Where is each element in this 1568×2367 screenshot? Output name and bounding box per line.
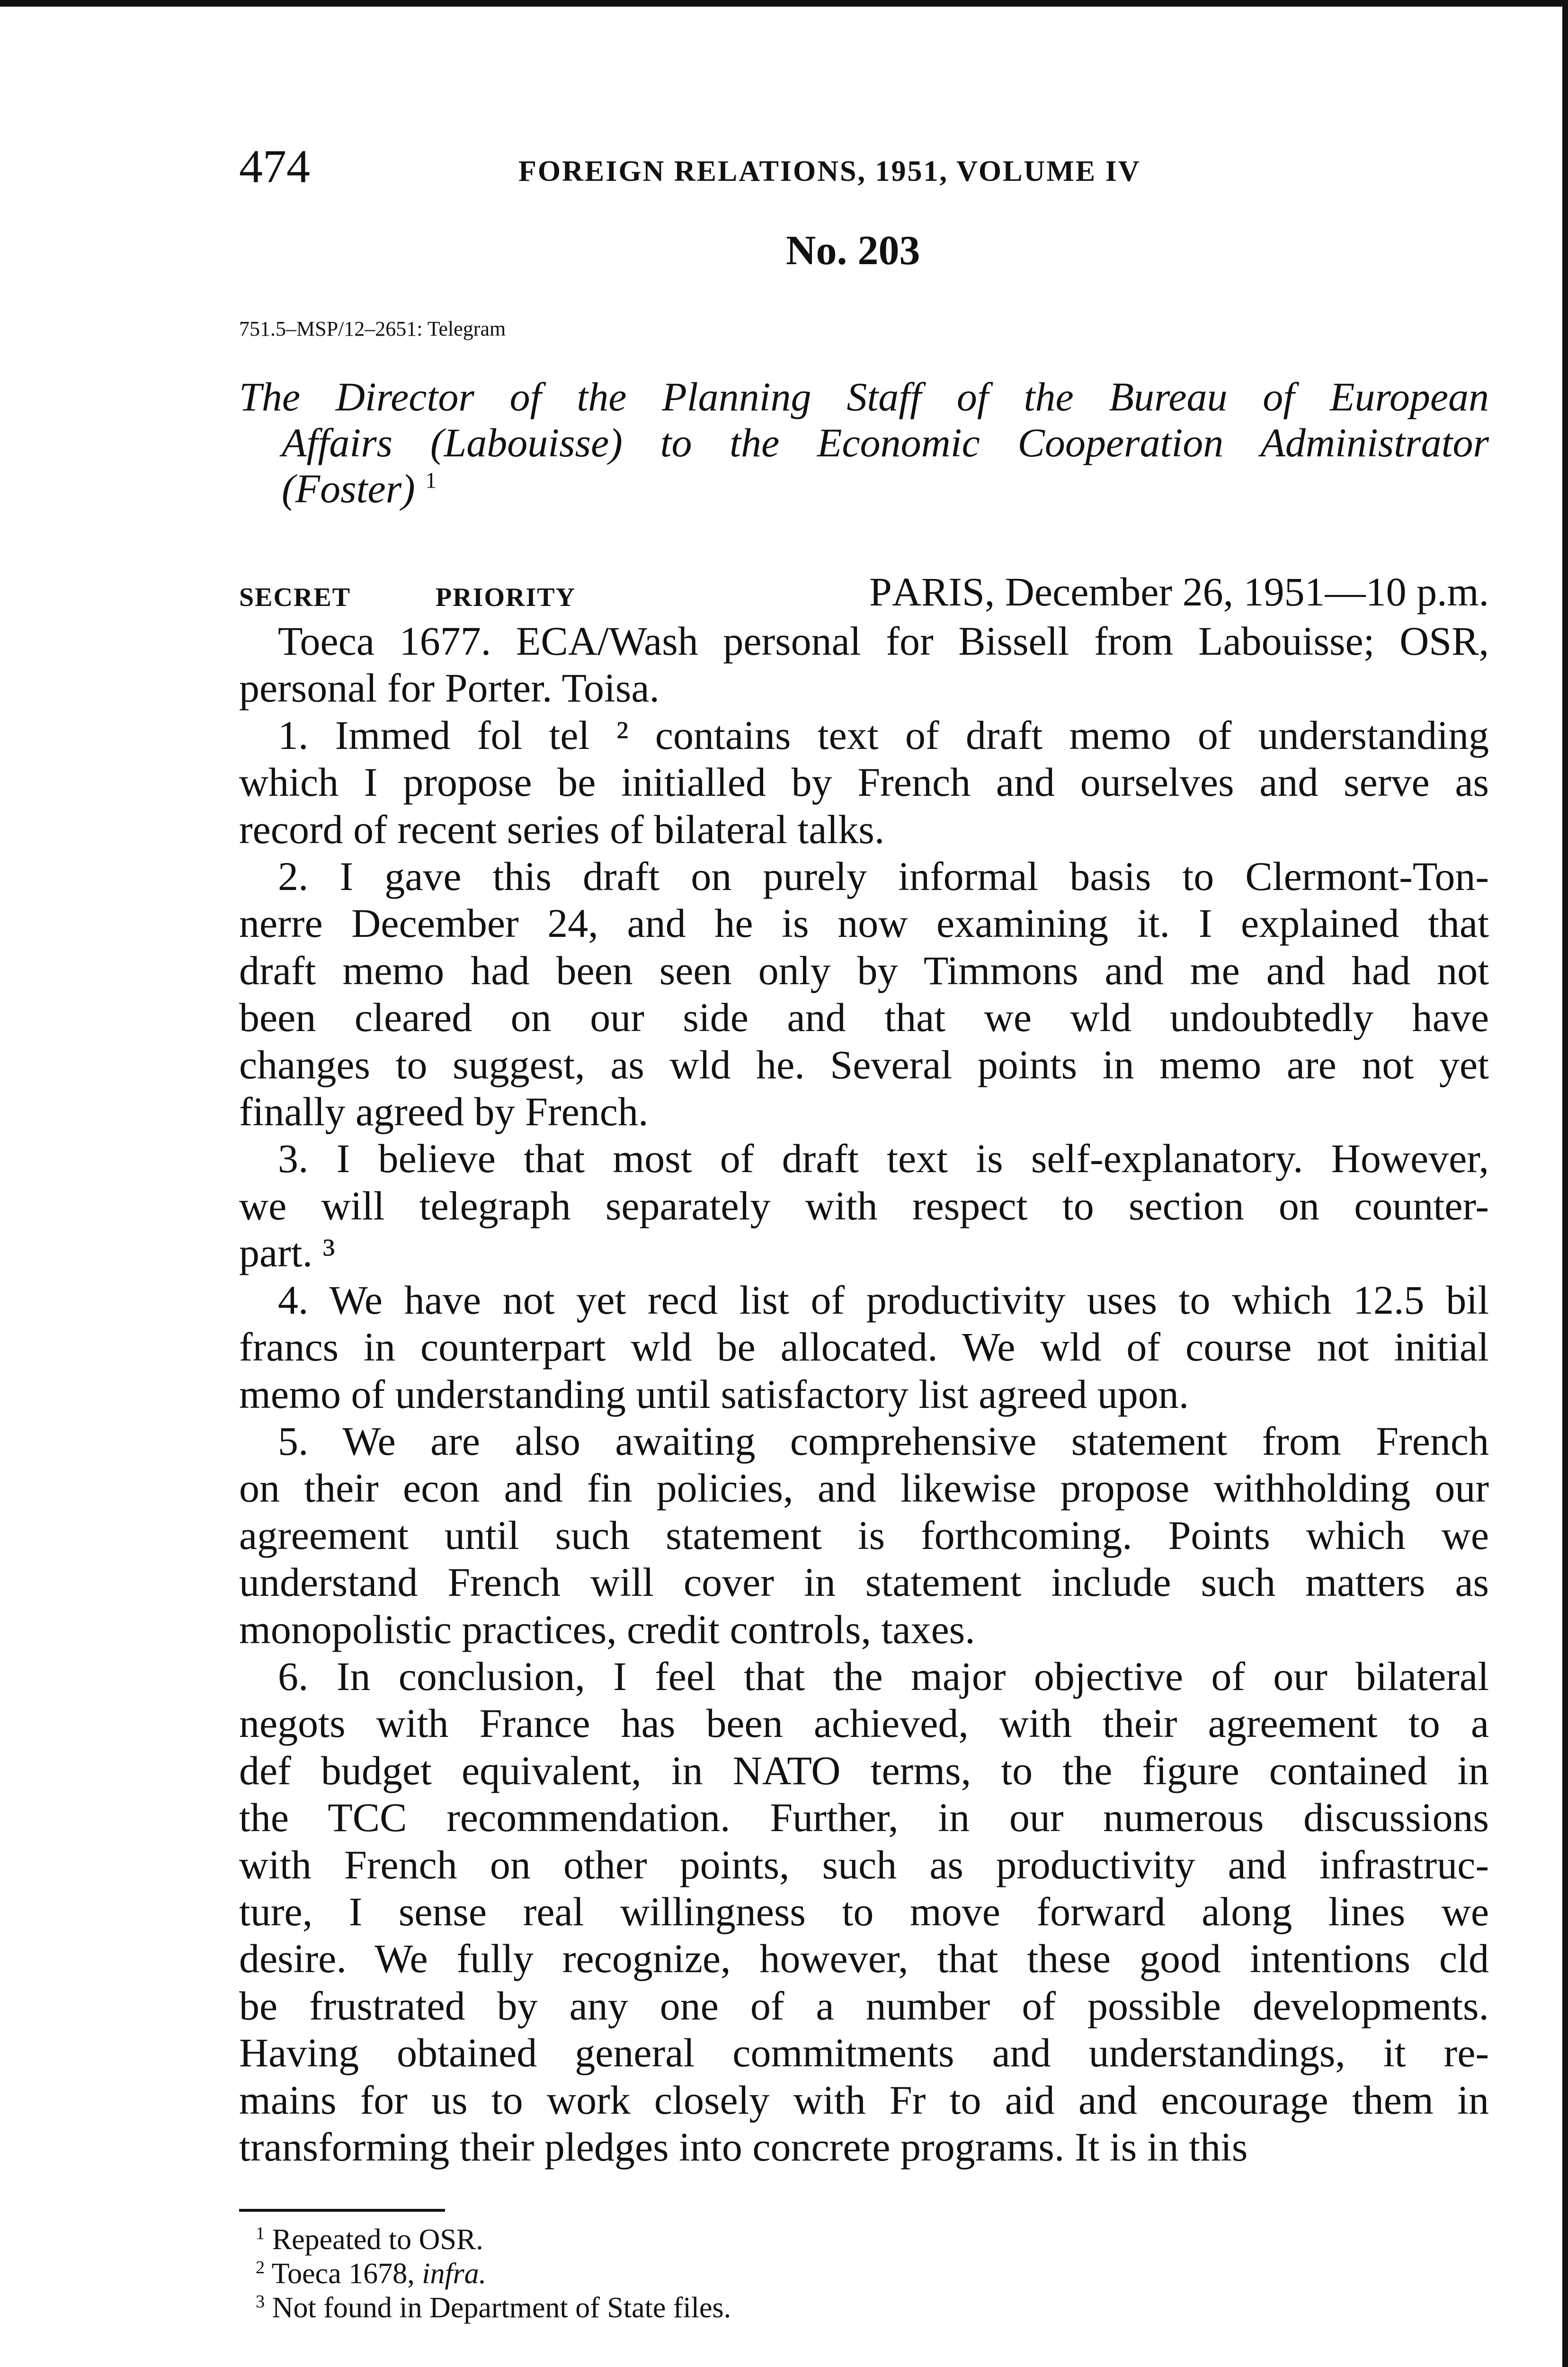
document-title	[239, 374, 1489, 512]
footnote-mark: 2	[256, 2257, 265, 2278]
footnote	[256, 2257, 1439, 2291]
text-line: 5. We are also awaiting comprehensive statement from French	[278, 1418, 1489, 1464]
title-line	[239, 466, 1489, 512]
text-line: record of recent series of bilateral talks.	[239, 806, 885, 852]
place-rest: ARIS	[891, 569, 985, 614]
text-line: personal for Porter. Toisa.	[239, 665, 660, 711]
text-line: def budget equivalent, in NATO terms, to the figure contained in	[239, 1747, 1489, 1793]
classification-label: SECRET	[239, 583, 351, 612]
text-line: francs in counterpart wld be allocated. We wld of course not initial	[239, 1324, 1489, 1370]
text-line: transforming their pledges into concrete programs. It is in this	[239, 2124, 1248, 2170]
paragraph	[239, 1135, 1489, 1276]
text-line: 3. I believe that most of draft text is self-explanatory. However,	[278, 1136, 1489, 1182]
paragraph	[239, 1418, 1489, 1653]
paragraph	[239, 853, 1489, 1135]
text-line: memo of understanding until satisfactory list agreed upon.	[239, 1371, 1189, 1417]
paragraph	[239, 712, 1489, 853]
text-line: Having obtained general commitments and understandings, it re-	[239, 2030, 1489, 2076]
footnotes	[256, 2223, 1439, 2325]
telegram-body	[239, 618, 1489, 2171]
text-line: 4. We have not yet recd list of productivity uses to which 12.5 bil	[278, 1277, 1489, 1323]
text-line: nerre December 24, and he is now examining it. I explained that	[239, 900, 1489, 946]
scan-right-border	[1562, 0, 1568, 2367]
footnote-mark: 3	[256, 2291, 265, 2312]
footnote-rule	[239, 2209, 445, 2212]
text-line: ture, I sense real willingness to move forward along lines we	[239, 1888, 1489, 1934]
running-head: FOREIGN RELATIONS, 1951, VOLUME IV	[518, 155, 1141, 187]
page-number: 474	[239, 140, 310, 193]
priority-label: PRIORITY	[436, 583, 576, 612]
text-line: mains for us to work closely with Fr to aid and encourage them in	[239, 2077, 1489, 2123]
text-line: which I propose be initialled by French and ourselves and serve as	[239, 759, 1489, 805]
text-line: draft memo had been seen only by Timmons and me and had not	[239, 947, 1489, 993]
footnote-text: Toeca 1678,	[271, 2258, 422, 2290]
text-line: 2. I gave this draft on purely informal basis to Clermont-Ton-	[278, 854, 1489, 899]
place-and-date	[869, 567, 1489, 617]
text-line: be frustrated by any one of a number of possible developments.	[239, 1983, 1489, 2029]
footnote-mark: 1	[256, 2223, 265, 2243]
footnote	[256, 2291, 1439, 2325]
dateline	[239, 567, 1489, 617]
text-line: finally agreed by French.	[239, 1089, 649, 1135]
page-header	[239, 138, 1489, 195]
date-text: , December 26, 1951—10 p.m.	[984, 569, 1489, 614]
footnote-text: Repeated to OSR.	[272, 2224, 483, 2256]
text-line: changes to suggest, as wld he. Several points in memo are not yet	[239, 1041, 1489, 1087]
paragraph	[239, 1277, 1489, 1418]
text-line: 6. In conclusion, I feel that the major objective of our bilateral	[278, 1653, 1489, 1699]
text-line: 1. Immed fol tel ² contains text of draft memo of understanding	[278, 712, 1489, 758]
text-line: Toeca 1677. ECA/Wash personal for Bissell from Labouisse; OSR,	[278, 618, 1489, 664]
footnote-italic-text: infra.	[422, 2258, 487, 2290]
file-reference: 751.5–MSP/12–2651: Telegram	[239, 317, 506, 340]
paragraph	[239, 618, 1489, 712]
scan-top-border	[0, 0, 1568, 7]
footnote	[256, 2223, 1439, 2257]
title-line: Affairs (Labouisse) to the Economic Cooperation Administrator	[282, 420, 1489, 465]
text-line: part. ³	[239, 1230, 335, 1276]
document-number: No. 203	[786, 228, 920, 274]
text-line: on their econ and fin policies, and likewise propose withholding our	[239, 1465, 1489, 1511]
text-line: the TCC recommendation. Further, in our numerous discussions	[239, 1795, 1489, 1841]
text-line: understand French will cover in statement include such matters as	[239, 1559, 1489, 1605]
text-line: we will telegraph separately with respect to section on counter-	[239, 1183, 1489, 1228]
place-initial: P	[869, 569, 892, 614]
text-line: with French on other points, such as productivity and infrastruc-	[239, 1842, 1489, 1887]
title-line: The Director of the Planning Staff of the Bureau of European	[239, 374, 1489, 419]
paragraph	[239, 1653, 1489, 2171]
footnote-text: Not found in Department of State files.	[272, 2292, 731, 2324]
text-line: agreement until such statement is forthcoming. Points which we	[239, 1512, 1489, 1558]
text-line: monopolistic practices, credit controls, taxes.	[239, 1606, 975, 1652]
text-line: negots with France has been achieved, with their agreement to a	[239, 1700, 1489, 1746]
text-line: desire. We fully recognize, however, that these good intentions cld	[239, 1936, 1489, 1982]
title-line-text: (Foster)	[282, 466, 415, 511]
text-line: been cleared on our side and that we wld undoubtedly have	[239, 995, 1489, 1041]
title-footnote-mark: 1	[425, 468, 437, 493]
